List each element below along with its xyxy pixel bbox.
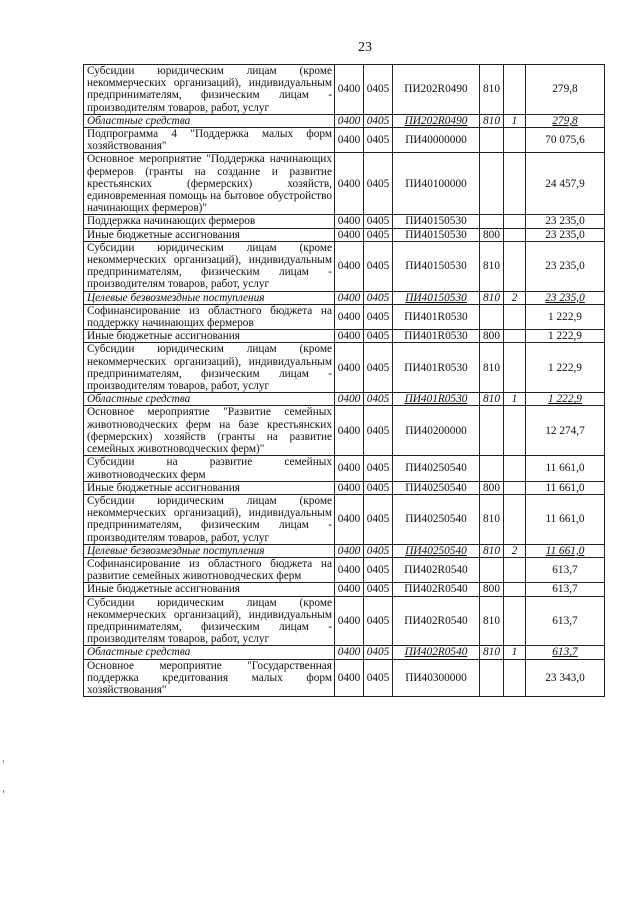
row-funding-source [504, 128, 526, 153]
row-target-code: ПИ40250540 [393, 494, 480, 544]
scan-edge-mark [3, 760, 4, 763]
row-amount: 24 457,9 [526, 153, 605, 215]
row-name: Поддержка начинающих фермеров [84, 215, 335, 228]
row-funding-source [504, 583, 526, 596]
row-amount: 1 222,9 [526, 330, 605, 343]
row-section: 0400 [335, 456, 364, 481]
row-target-code: ПИ40150530 [393, 215, 480, 228]
row-amount: 11 661,0 [526, 456, 605, 481]
table-row [84, 128, 605, 153]
row-subsection: 0405 [364, 646, 393, 659]
row-funding-source [504, 330, 526, 343]
row-name: Субсидии юридическим лицам (кроме некоммерческих организаций), индивидуальным предпринимателям, физическим лицам - производителям товаров, работ, услуг [84, 596, 335, 646]
row-subsection: 0405 [364, 304, 393, 329]
row-name: Областные средства [84, 646, 335, 659]
row-expense-type: 810 [480, 114, 504, 127]
row-amount: 279,8 [526, 114, 605, 127]
page-number: 23 [358, 40, 372, 55]
budget-table [83, 64, 605, 697]
row-amount: 11 661,0 [526, 481, 605, 494]
row-funding-source [504, 304, 526, 329]
row-section: 0400 [335, 304, 364, 329]
row-subsection: 0405 [364, 291, 393, 304]
table-row [84, 393, 605, 406]
table-row [84, 583, 605, 596]
row-expense-type: 810 [480, 544, 504, 557]
row-funding-source [504, 557, 526, 582]
row-section: 0400 [335, 494, 364, 544]
row-amount: 12 274,7 [526, 406, 605, 456]
row-amount: 70 075,6 [526, 128, 605, 153]
row-amount: 1 222,9 [526, 343, 605, 393]
row-target-code: ПИ40200000 [393, 406, 480, 456]
table-row [84, 557, 605, 582]
row-expense-type [480, 153, 504, 215]
table-body [84, 65, 605, 697]
row-funding-source [504, 65, 526, 115]
row-name: Подпрограмма 4 "Поддержка малых форм хозяйствования" [84, 128, 335, 153]
row-target-code: ПИ40250540 [393, 481, 480, 494]
row-amount: 23 235,0 [526, 291, 605, 304]
row-target-code: ПИ401R0530 [393, 330, 480, 343]
row-section: 0400 [335, 646, 364, 659]
row-subsection: 0405 [364, 544, 393, 557]
table-row [84, 241, 605, 291]
row-subsection: 0405 [364, 393, 393, 406]
row-name: Основное мероприятие "Развитие семейных животноводческих ферм на базе крестьянских (фермерских) хозяйств (гранты на развитие семейных животноводческих ферм)" [84, 406, 335, 456]
row-subsection: 0405 [364, 215, 393, 228]
table-row [84, 659, 605, 697]
row-name: Иные бюджетные ассигнования [84, 228, 335, 241]
table-row [84, 215, 605, 228]
row-funding-source [504, 659, 526, 697]
row-subsection: 0405 [364, 128, 393, 153]
table-row [84, 456, 605, 481]
row-expense-type: 810 [480, 393, 504, 406]
table-row [84, 343, 605, 393]
row-expense-type: 810 [480, 241, 504, 291]
row-funding-source [504, 343, 526, 393]
row-expense-type: 810 [480, 494, 504, 544]
row-section: 0400 [335, 291, 364, 304]
row-target-code: ПИ202R0490 [393, 114, 480, 127]
table-row [84, 304, 605, 329]
row-target-code: ПИ40250540 [393, 544, 480, 557]
row-amount: 23 235,0 [526, 215, 605, 228]
row-target-code: ПИ40100000 [393, 153, 480, 215]
row-subsection: 0405 [364, 343, 393, 393]
table-row [84, 114, 605, 127]
row-amount: 613,7 [526, 583, 605, 596]
row-subsection: 0405 [364, 456, 393, 481]
table-row [84, 544, 605, 557]
row-subsection: 0405 [364, 228, 393, 241]
row-target-code: ПИ401R0530 [393, 393, 480, 406]
row-name: Целевые безвозмездные поступления [84, 291, 335, 304]
row-expense-type: 810 [480, 646, 504, 659]
row-name: Софинансирование из областного бюджета на поддержку начинающих фермеров [84, 304, 335, 329]
row-name: Субсидии юридическим лицам (кроме некоммерческих организаций), индивидуальным предпринимателям, физическим лицам - производителям товаров, работ, услуг [84, 65, 335, 115]
row-target-code: ПИ40300000 [393, 659, 480, 697]
scan-edge-mark [3, 790, 4, 793]
row-funding-source: 2 [504, 291, 526, 304]
row-amount: 613,7 [526, 646, 605, 659]
table-row [84, 153, 605, 215]
row-target-code: ПИ402R0540 [393, 583, 480, 596]
row-subsection: 0405 [364, 494, 393, 544]
row-target-code: ПИ402R0540 [393, 596, 480, 646]
row-expense-type: 800 [480, 481, 504, 494]
row-funding-source [504, 456, 526, 481]
row-section: 0400 [335, 128, 364, 153]
row-expense-type: 800 [480, 228, 504, 241]
row-subsection: 0405 [364, 241, 393, 291]
row-amount: 613,7 [526, 557, 605, 582]
row-funding-source: 1 [504, 393, 526, 406]
row-expense-type [480, 456, 504, 481]
row-section: 0400 [335, 557, 364, 582]
table-row [84, 291, 605, 304]
row-funding-source: 1 [504, 114, 526, 127]
row-section: 0400 [335, 393, 364, 406]
row-funding-source [504, 228, 526, 241]
row-expense-type: 800 [480, 583, 504, 596]
row-amount: 613,7 [526, 596, 605, 646]
table-row [84, 65, 605, 115]
row-expense-type: 800 [480, 330, 504, 343]
table-row [84, 406, 605, 456]
row-target-code: ПИ40250540 [393, 456, 480, 481]
row-funding-source: 2 [504, 544, 526, 557]
table-row [84, 646, 605, 659]
row-subsection: 0405 [364, 659, 393, 697]
row-subsection: 0405 [364, 153, 393, 215]
row-subsection: 0405 [364, 114, 393, 127]
row-expense-type: 810 [480, 291, 504, 304]
row-amount: 11 661,0 [526, 494, 605, 544]
row-expense-type [480, 659, 504, 697]
row-name: Субсидии юридическим лицам (кроме некоммерческих организаций), индивидуальным предпринимателям, физическим лицам - производителям товаров, работ, услуг [84, 343, 335, 393]
row-amount: 279,8 [526, 65, 605, 115]
row-amount: 11 661,0 [526, 544, 605, 557]
row-target-code: ПИ402R0540 [393, 557, 480, 582]
row-section: 0400 [335, 114, 364, 127]
row-subsection: 0405 [364, 557, 393, 582]
row-expense-type [480, 215, 504, 228]
row-expense-type [480, 557, 504, 582]
row-name: Областные средства [84, 393, 335, 406]
row-name: Иные бюджетные ассигнования [84, 330, 335, 343]
row-target-code: ПИ40150530 [393, 241, 480, 291]
row-name: Основное мероприятие "Поддержка начинающих фермеров (гранты на создание и развитие крестьянских (фермерских) хозяйств, единовременная помощь на бытовое обустройство начинающих фермеров)" [84, 153, 335, 215]
row-name: Иные бюджетные ассигнования [84, 583, 335, 596]
row-funding-source [504, 596, 526, 646]
row-name: Софинансирование из областного бюджета на развитие семейных животноводческих ферм [84, 557, 335, 582]
row-subsection: 0405 [364, 65, 393, 115]
table-row [84, 596, 605, 646]
row-funding-source [504, 481, 526, 494]
row-funding-source [504, 494, 526, 544]
table-row [84, 494, 605, 544]
row-section: 0400 [335, 330, 364, 343]
row-name: Субсидии на развитие семейных животноводческих ферм [84, 456, 335, 481]
row-amount: 23 235,0 [526, 241, 605, 291]
row-expense-type: 810 [480, 343, 504, 393]
row-name: Целевые безвозмездные поступления [84, 544, 335, 557]
row-expense-type [480, 128, 504, 153]
row-target-code: ПИ401R0530 [393, 343, 480, 393]
row-target-code: ПИ40150530 [393, 291, 480, 304]
row-subsection: 0405 [364, 583, 393, 596]
row-section: 0400 [335, 659, 364, 697]
row-section: 0400 [335, 343, 364, 393]
row-expense-type [480, 304, 504, 329]
row-expense-type: 810 [480, 65, 504, 115]
row-name: Субсидии юридическим лицам (кроме некоммерческих организаций), индивидуальным предпринимателям, физическим лицам - производителям товаров, работ, услуг [84, 241, 335, 291]
row-funding-source [504, 406, 526, 456]
row-section: 0400 [335, 583, 364, 596]
table-row [84, 228, 605, 241]
row-section: 0400 [335, 481, 364, 494]
row-subsection: 0405 [364, 330, 393, 343]
row-funding-source [504, 215, 526, 228]
row-section: 0400 [335, 544, 364, 557]
row-section: 0400 [335, 406, 364, 456]
row-subsection: 0405 [364, 481, 393, 494]
row-amount: 1 222,9 [526, 393, 605, 406]
row-target-code: ПИ402R0540 [393, 646, 480, 659]
row-name: Основное мероприятие "Государственная поддержка кредитования малых форм хозяйствования" [84, 659, 335, 697]
row-section: 0400 [335, 228, 364, 241]
row-subsection: 0405 [364, 596, 393, 646]
row-subsection: 0405 [364, 406, 393, 456]
row-name: Областные средства [84, 114, 335, 127]
row-amount: 1 222,9 [526, 304, 605, 329]
row-target-code: ПИ202R0490 [393, 65, 480, 115]
row-target-code: ПИ40000000 [393, 128, 480, 153]
table-row [84, 481, 605, 494]
row-amount: 23 235,0 [526, 228, 605, 241]
row-section: 0400 [335, 596, 364, 646]
row-section: 0400 [335, 215, 364, 228]
row-name: Субсидии юридическим лицам (кроме некоммерческих организаций), индивидуальным предпринимателям, физическим лицам - производителям товаров, работ, услуг [84, 494, 335, 544]
row-target-code: ПИ40150530 [393, 228, 480, 241]
row-funding-source [504, 153, 526, 215]
row-section: 0400 [335, 153, 364, 215]
row-target-code: ПИ401R0530 [393, 304, 480, 329]
table-row [84, 330, 605, 343]
row-section: 0400 [335, 241, 364, 291]
row-expense-type: 810 [480, 596, 504, 646]
row-expense-type [480, 406, 504, 456]
row-name: Иные бюджетные ассигнования [84, 481, 335, 494]
row-funding-source [504, 241, 526, 291]
row-amount: 23 343,0 [526, 659, 605, 697]
row-funding-source: 1 [504, 646, 526, 659]
row-section: 0400 [335, 65, 364, 115]
